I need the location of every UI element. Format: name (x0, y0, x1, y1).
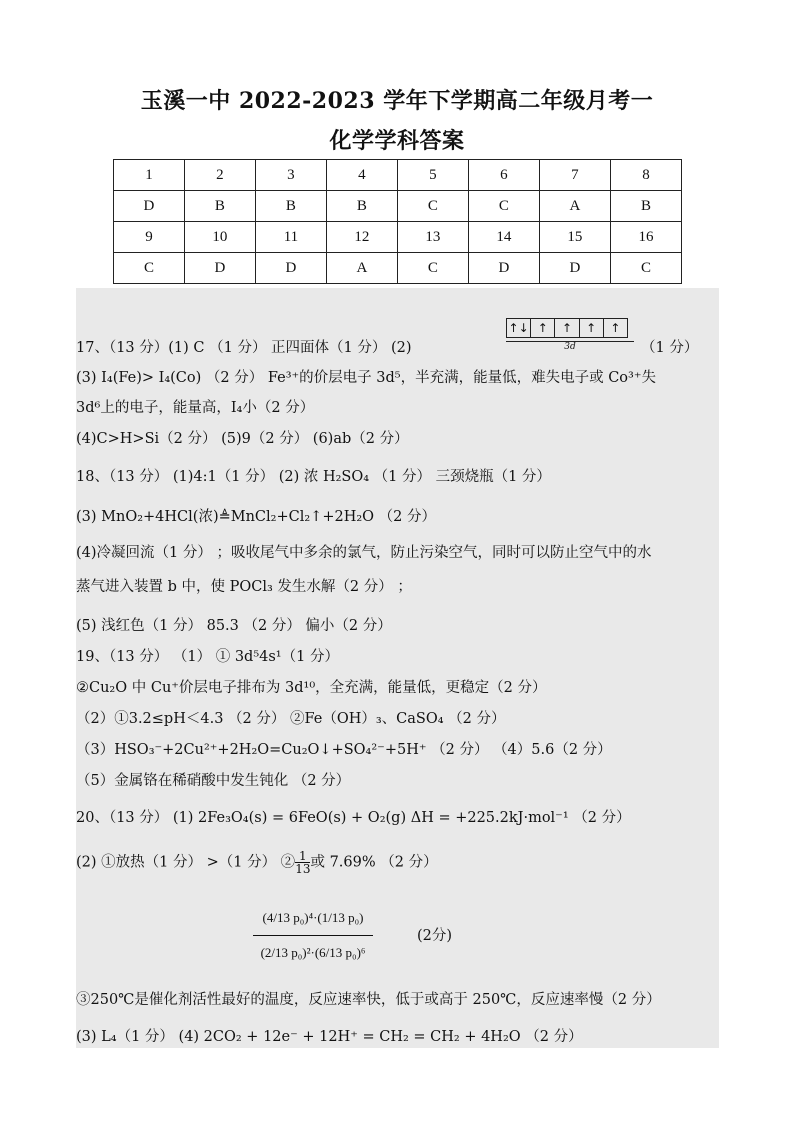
table-cell: 14 (468, 222, 539, 253)
table-cell: 12 (326, 222, 397, 253)
table-cell: D (184, 253, 255, 284)
orbital-box: ↑ (580, 319, 604, 337)
table-row (114, 222, 682, 253)
q19-line2: ②Cu₂O 中 Cu⁺价层电子排布为 3d¹⁰，全充满，能量低，更稳定（2 分） (76, 680, 547, 696)
q18-line3: (4)冷凝回流（1 分） ；吸收尾气中多余的氯气，防止污染空气，同时可以防止空气中的水 (76, 545, 652, 561)
q17-line2: (3) I₄(Fe)> I₄(Co) （2 分） Fe³⁺的价层电子 3d⁵，半充满，能量低，难失电子或 Co³⁺失 (76, 370, 656, 386)
q18-line2: (3) MnO₂+4HCl(浓)≜MnCl₂+Cl₂↑+2H₂O （2 分） (76, 509, 436, 525)
table-cell: 11 (255, 222, 326, 253)
table-cell: B (184, 191, 255, 222)
table-cell: 16 (610, 222, 681, 253)
table-cell: C (468, 191, 539, 222)
kp-expression (253, 903, 373, 968)
table-row (114, 160, 682, 191)
q20-line1: 20、（13 分） (1) 2Fe₃O₄(s) = 6FeO(s) + O₂(g) ΔH = +225.2kJ·mol⁻¹ （2 分） (76, 810, 631, 826)
table-cell: C (397, 253, 468, 284)
table-cell: D (539, 253, 610, 284)
q17-score: （1 分） (641, 340, 699, 356)
orbital-box: ↑ (555, 319, 579, 337)
table-cell: 7 (539, 160, 610, 191)
q17-text: 17、（13 分）(1) C （1 分） 正四面体（1 分） (2) (76, 340, 412, 356)
q20-part2-tail: 或 7.69% （2 分） (310, 854, 438, 871)
orbital-box: ↑ (531, 319, 555, 337)
table-cell: 9 (114, 222, 185, 253)
kp-denominator: (2/13 p₀)²·(6/13 p₀)⁶ (260, 945, 366, 960)
q19-line4: （3）HSO₃⁻+2Cu²⁺+2H₂O=Cu₂O↓+SO₄²⁻+5H⁺ （2 分） （4）5.6（2 分） (76, 742, 612, 758)
table-cell: B (610, 191, 681, 222)
page-title: 玉溪一中 2022-2023 学年下学期高二年级月考一 (140, 88, 654, 114)
table-cell: C (114, 253, 185, 284)
table-cell: 3 (255, 160, 326, 191)
table-cell: 6 (468, 160, 539, 191)
table-cell: 1 (114, 160, 185, 191)
fraction-1-13: $\frac{1}{13}$ (295, 849, 311, 876)
orbital-box: ↑ (610, 321, 621, 335)
table-cell: C (610, 253, 681, 284)
table-cell: 2 (184, 160, 255, 191)
table-cell: 10 (184, 222, 255, 253)
q20-line3: ③250℃是催化剂活性最好的温度，反应速率快，低于或高于 250℃，反应速率慢（2 分） (76, 992, 661, 1008)
table-cell: 4 (326, 160, 397, 191)
q19-line1: 19、（13 分） （1） ① 3d⁵4s¹（1 分） (76, 649, 339, 665)
q19-line3: （2）①3.2≤pH＜4.3 （2 分） ②Fe（OH）₃、CaSO₄ （2 分） (76, 711, 506, 727)
table-cell: D (468, 253, 539, 284)
orbital-box: ↑↓ (507, 319, 531, 337)
table-row (114, 191, 682, 222)
orbital-diagram (506, 318, 634, 352)
table-cell: D (114, 191, 185, 222)
q20-line2 (76, 850, 438, 875)
q18-line4: 蒸气进入装置 b 中，使 POCl₃ 发生水解（2 分） ； (76, 579, 412, 595)
page-subtitle: 化学学科答案 (329, 128, 465, 154)
table-cell: 8 (610, 160, 681, 191)
q18-line5: (5) 浅红色（1 分） 85.3 （2 分） 偏小（2 分） (76, 618, 392, 634)
q17-line4: (4)C>H>Si（2 分） (5)9（2 分） (6)ab（2 分） (76, 431, 409, 447)
table-row (114, 253, 682, 284)
table-cell: 5 (397, 160, 468, 191)
q20-part2-text: (2) ①放热（1 分） >（1 分） ② (76, 854, 296, 871)
q17-line3: 3d⁶上的电子，能量高，I₄小（2 分） (76, 400, 315, 416)
q18-line1: 18、（13 分） (1)4:1（1 分） (2) 浓 H₂SO₄ （1 分） 三颈烧瓶（1 分） (76, 469, 551, 485)
orbital-label: 3d (564, 342, 576, 352)
table-cell: B (326, 191, 397, 222)
table-cell: D (255, 253, 326, 284)
q19-line5: （5）金属铬在稀硝酸中发生钝化 （2 分） (76, 773, 351, 789)
table-cell: A (539, 191, 610, 222)
table-cell: B (255, 191, 326, 222)
q20-line4: (3) L₄（1 分） (4) 2CO₂ + 12e⁻ + 12H⁺ = CH₂ = CH₂ + 4H₂O （2 分） (76, 1029, 583, 1045)
table-cell: 15 (539, 222, 610, 253)
table-cell: 13 (397, 222, 468, 253)
q17-line1 (76, 338, 412, 358)
table-cell: C (397, 191, 468, 222)
kp-numerator: (4/13 p₀)⁴·(1/13 p₀) (262, 910, 364, 925)
answer-table (113, 159, 682, 284)
table-cell: A (326, 253, 397, 284)
kp-score: (2分) (417, 928, 453, 944)
